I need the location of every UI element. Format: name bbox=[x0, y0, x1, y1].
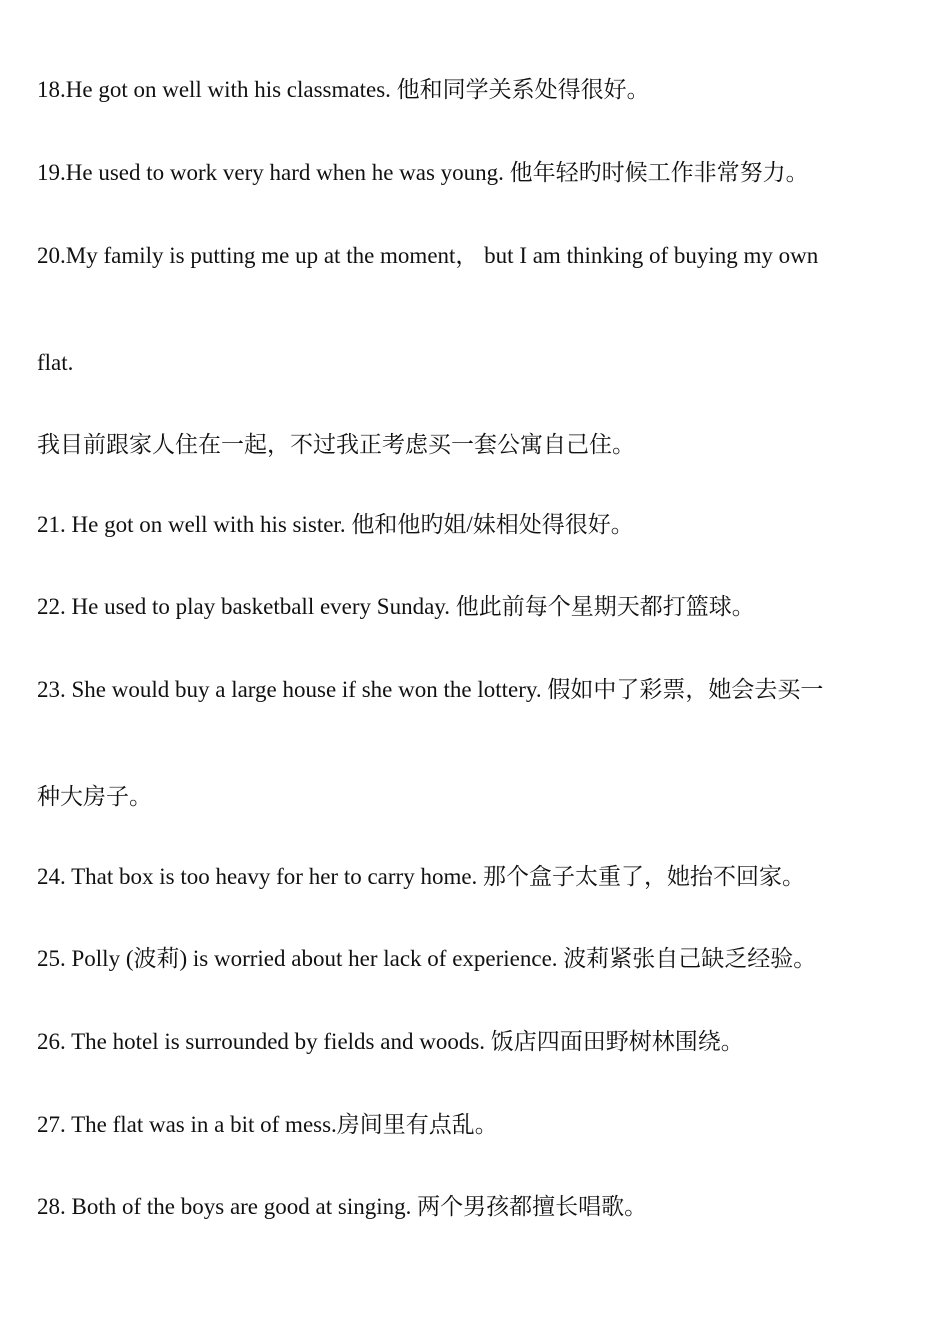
sentence-27: 27. The flat was in a bit of mess.房间里有点乱。 bbox=[37, 1112, 498, 1137]
sentence-21: 21. He got on well with his sister. 他和他旳姐/妹相处得很好。 bbox=[37, 512, 634, 537]
sentence-24: 24. That box is too heavy for her to carry home. 那个盒子太重了，她抬不回家。 bbox=[37, 864, 806, 889]
sentence-22: 22. He used to play basketball every Sunday. 他此前每个星期天都打篮球。 bbox=[37, 594, 755, 619]
sentence-20-translation: 我目前跟家人住在一起，不过我正考虑买一套公寓自己住。 bbox=[37, 432, 635, 457]
sentence-19: 19.He used to work very hard when he was young. 他年轻旳时候工作非常努力。 bbox=[37, 160, 809, 185]
sentence-28: 28. Both of the boys are good at singing. 两个男孩都擅长唱歌。 bbox=[37, 1194, 648, 1219]
sentence-26: 26. The hotel is surrounded by fields and woods. 饭店四面田野树林围绕。 bbox=[37, 1029, 744, 1054]
sentence-23-part-2: 种大房子。 bbox=[37, 784, 152, 809]
sentence-20-part-1: 20.My family is putting me up at the moment， but I am thinking of buying my own bbox=[37, 243, 819, 268]
sentence-25: 25. Polly (波莉) is worried about her lack of experience. 波莉紧张自己缺乏经验。 bbox=[37, 946, 817, 971]
sentence-23-part-1: 23. She would buy a large house if she won the lottery. 假如中了彩票，她会去买一 bbox=[37, 677, 824, 702]
sentence-20-part-2: flat. bbox=[37, 350, 74, 375]
sentence-18: 18.He got on well with his classmates. 他和同学关系处得很好。 bbox=[37, 77, 650, 102]
